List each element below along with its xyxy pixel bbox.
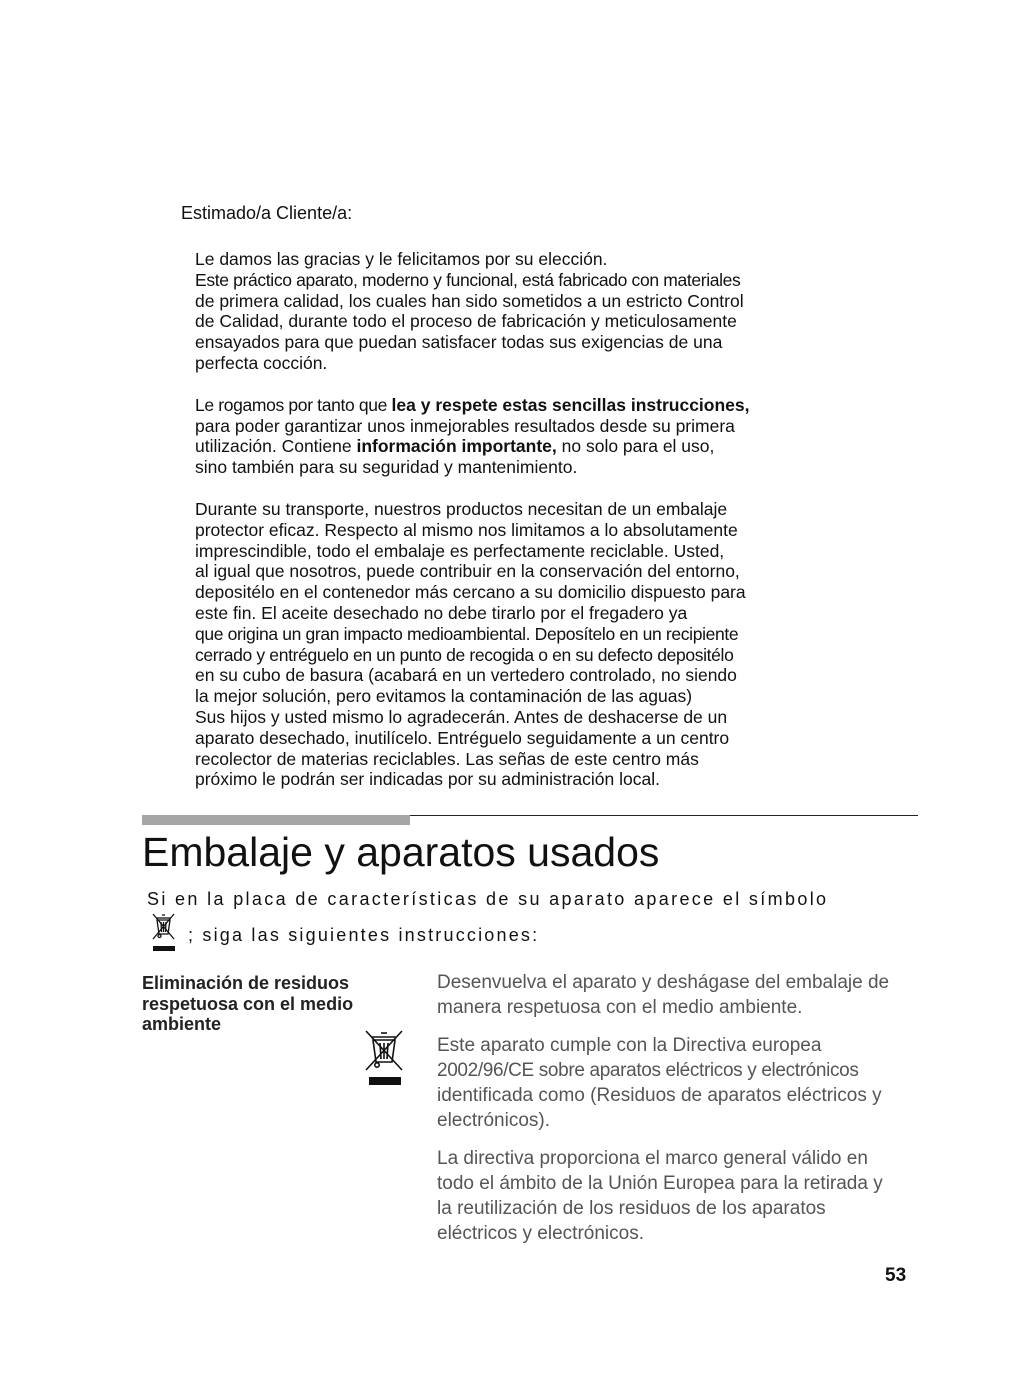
text-line: cerrado y entréguelo en un punto de recogida o en su defecto depositélo (195, 644, 734, 665)
text-line (195, 436, 855, 457)
greeting: Estimado/a Cliente/a: (181, 203, 353, 223)
text-line: al igual que nosotros, puede contribuir en la conservación del entorno, (195, 561, 740, 582)
text-line: perfecta cocción. (195, 352, 328, 373)
bold-run: información importante, (356, 436, 557, 457)
text-line: identificada como (Residuos de aparatos eléctricos y (437, 1085, 882, 1106)
text-line: la mejor solución, pero evitamos la contaminación de las aguas) (195, 686, 693, 707)
text-line: de Calidad, durante todo el proceso de fabricación y meticulosamente (195, 311, 737, 332)
heading-line: Eliminación de residuos (142, 973, 350, 993)
section-title: Embalaje y aparatos usados (142, 829, 660, 875)
intro-paragraph-1 (195, 249, 855, 374)
section-rule-accent (142, 815, 410, 825)
text-line: Durante su transporte, nuestros productos necesitan de un embalaje (195, 498, 728, 519)
waste-disposal-heading (142, 973, 402, 1035)
text-line: de primera calidad, los cuales han sido sometidos a un estricto Control (195, 290, 744, 311)
text-line: electrónicos). (437, 1110, 550, 1131)
intro-paragraph-3 (195, 499, 855, 790)
symbol-instruction-line-2: ; siga las siguientes instrucciones: (188, 925, 540, 945)
text-line: Le damos las gracias y le felicitamos por su elección. (195, 249, 608, 269)
crossed-out-wheelie-bin-icon (362, 1028, 406, 1088)
text-line: Este aparato cumple con la Directiva europea (437, 1035, 822, 1056)
text-line: imprescindible, todo el embalaje es perfectamente reciclable. Usted, (195, 540, 725, 561)
text-line: la reutilización de los residuos de los aparatos (437, 1198, 826, 1219)
text-line: ensayados para que puedan satisfacer todas sus exigencias de una (195, 332, 723, 353)
heading-line: ambiente (142, 1014, 222, 1034)
crossed-out-wheelie-bin-icon (150, 912, 178, 954)
text-line: que origina un gran impacto medioambiental. Deposítelo en un recipiente (195, 623, 739, 644)
text-line: 2002/96/CE sobre aparatos eléctricos y electrónicos (437, 1060, 859, 1081)
text-line: Sus hijos y usted mismo lo agradecerán. Antes de deshacerse de un (195, 706, 728, 727)
intro-paragraph-2 (195, 395, 855, 478)
page-number: 53 (885, 1265, 907, 1286)
section-rule-line (410, 815, 918, 816)
text-line: Este práctico aparato, moderno y funcional, está fabricado con materiales (195, 269, 741, 290)
text-line: para poder garantizar unos inmejorables resultados desde su primera (195, 415, 735, 436)
text-line: sino también para su seguridad y mantenimiento. (195, 457, 578, 478)
heading-line: respetuosa con el medio (142, 993, 354, 1014)
text-line: recolector de materias reciclables. Las señas de este centro más (195, 748, 699, 769)
text-line: este fin. El aceite desechado no debe tirarlo por el fregadero ya (195, 602, 688, 623)
body-paragraph (437, 1033, 917, 1133)
symbol-instruction-line-1: Si en la placa de características de su aparato aparece el símbolo (147, 889, 829, 909)
bold-run: lea y respete estas sencillas instrucciones, (391, 394, 750, 415)
intro-text (195, 249, 855, 811)
text-line: protector eficaz. Respecto al mismo nos limitamos a lo absolutamente (195, 519, 738, 540)
text-line: manera respetuosa con el medio ambiente. (437, 997, 803, 1018)
text-line: en su cubo de basura (acabará en un vertedero controlado, no siendo (195, 665, 737, 686)
text-line: todo el ámbito de la Unión Europea para la retirada y (437, 1173, 883, 1194)
text-run: utilización. Contiene (195, 436, 357, 457)
text-line: depositélo en el contenedor más cercano a su domicilio dispuesto para (195, 582, 746, 603)
text-line (195, 395, 855, 416)
text-line: Desenvuelva el aparato y deshágase del embalaje de (437, 972, 890, 993)
text-run: no solo para el uso, (556, 436, 715, 457)
text-run: Le rogamos por tanto que (195, 394, 392, 415)
text-line: próximo le podrán ser indicadas por su administración local. (195, 769, 660, 790)
body-paragraph (437, 1146, 917, 1246)
text-line: aparato desechado, inutilícelo. Entréguelo seguidamente a un centro (195, 727, 730, 748)
waste-disposal-text (437, 970, 917, 1259)
text-line: eléctricos y electrónicos. (437, 1223, 644, 1244)
body-paragraph (437, 970, 917, 1020)
text-line: La directiva proporciona el marco general válido en (437, 1148, 868, 1169)
